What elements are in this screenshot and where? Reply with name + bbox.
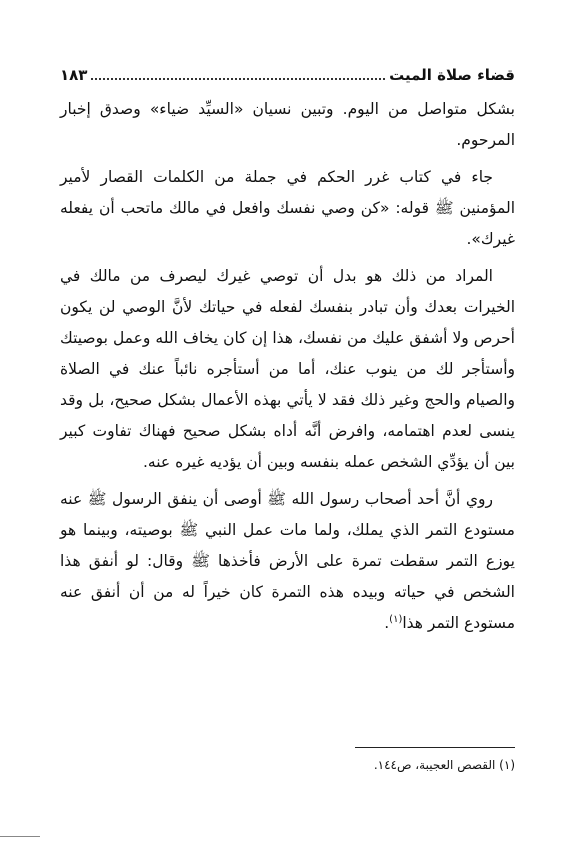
page-number: ١٨٣ — [60, 66, 88, 84]
paragraph-4-tail: . — [384, 614, 390, 632]
footnote-marker: (١) — [389, 613, 403, 625]
paragraph-1: بشكل متواصل من اليوم. وتبين نسيان «السيِّد ضياء» وصدق إخبار المرحوم. — [60, 100, 515, 149]
page-edge-line — [0, 836, 40, 837]
footnote-divider — [355, 747, 515, 748]
paragraph-2: جاء في كتاب غرر الحكم في جملة من الكلمات القصار لأمير المؤمنين ﷺ قوله: «كن وصي نفسك وافعل في مالك ماتحب أن يفعله غيرك». — [60, 168, 515, 248]
footnote: (١) القصص العجيبة، ص١٤٤. — [373, 758, 515, 772]
body-text — [60, 94, 515, 645]
paragraph-4 — [60, 484, 515, 639]
running-header — [60, 60, 515, 86]
chapter-title: قضاء صلاة الميت — [389, 66, 515, 84]
paragraph-4-text: روي أنَّ أحد أصحاب رسول الله ﷺ أوصى أن ينفق الرسول ﷺ عنه مستودع التمر الذي يملك، ولما مات عمل النبي ﷺ بوصيته، وبينما هو يوزع التمر سقطت تمرة على الأرض فأخذها ﷺ وقال: لو أنفق هذا الشخص في حياته وبيده هذه التمرة كان خيراً له من أن أنفق عنه مستودع التمر هذا — [60, 490, 515, 632]
dotted-leader — [91, 78, 385, 80]
paragraph-3: المراد من ذلك هو بدل أن توصي غيرك ليصرف من مالك في الخيرات بعدك وأن تبادر بنفسك لفعله في حياتك لأنَّ الوصي لن يكون أحرص ولا أشفق عليك من نفسك، هذا إن كان يخاف الله وعمل بوصيتك وأستأجر لك من ينوب عنك، أما من أستأجره نائباً عنك في الصلاة والصيام والحج وغير ذلك فقد لا يأتي بهذه الأعمال بشكل صحيح، بل وقد ينسى لعدم اهتمامه، وافرض أنَّه أداه بشكل صحيح فهناك تفاوت كبير بين أن يؤدِّي الشخص عمله بنفسه وبين أن يؤديه غيره عنه. — [60, 267, 515, 471]
